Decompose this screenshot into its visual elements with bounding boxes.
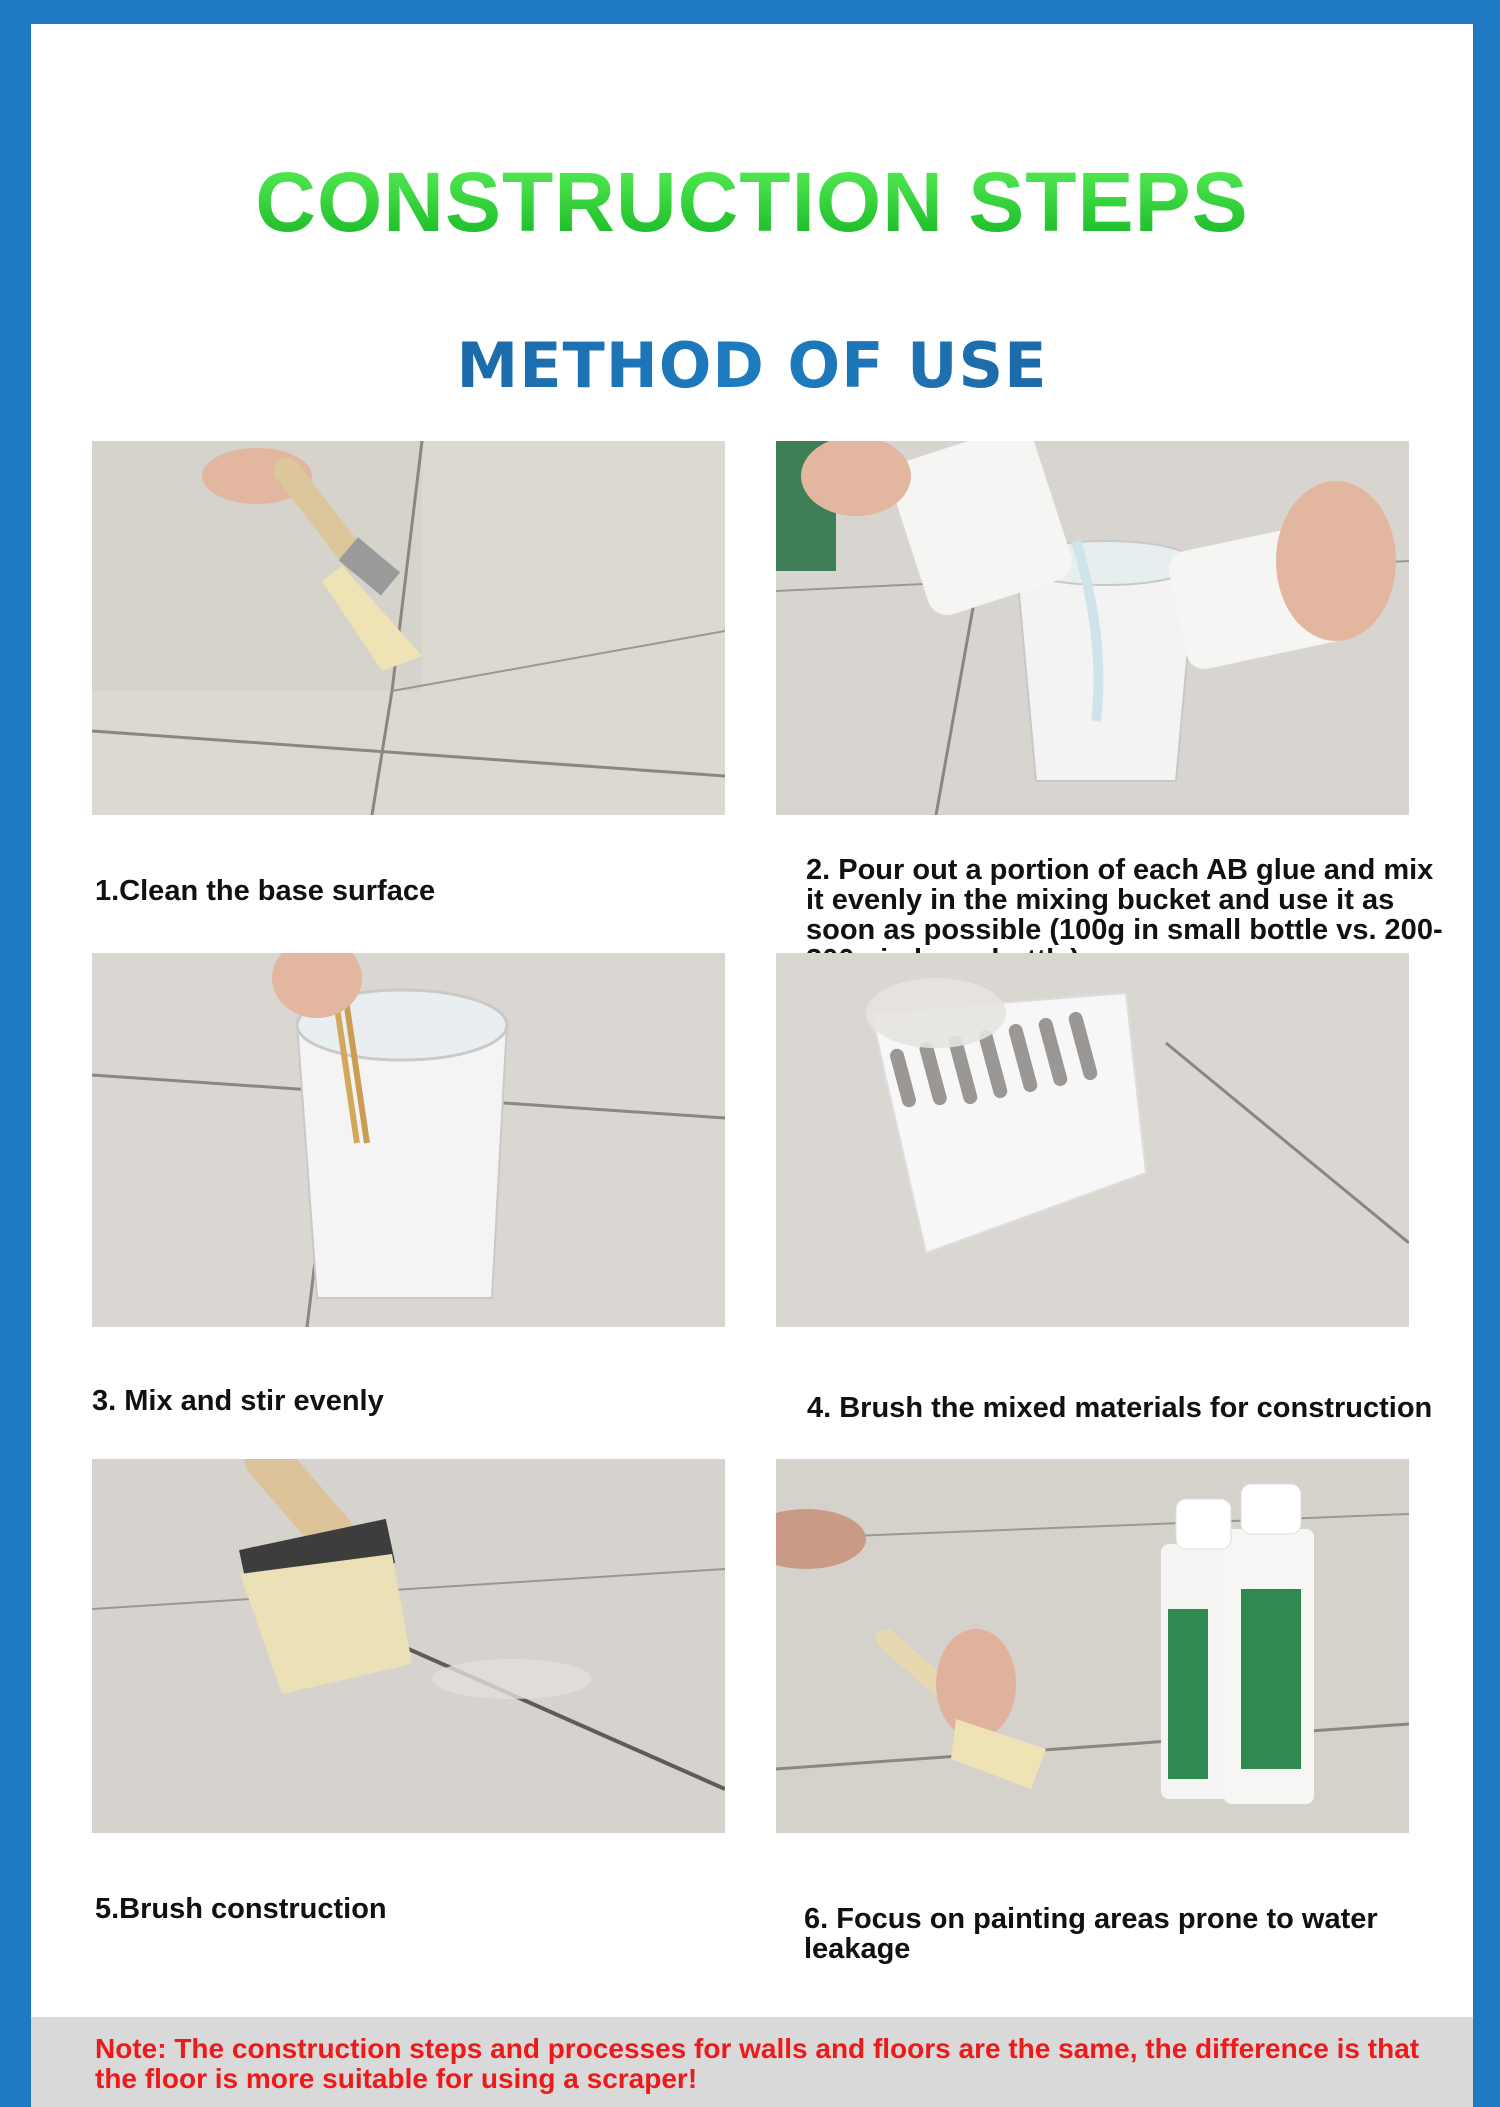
- brush-with-bottles-photo: [776, 1459, 1409, 1833]
- step-4-caption: 4. Brush the mixed materials for construction: [807, 1392, 1433, 1424]
- page-title: CONSTRUCTION STEPS: [31, 154, 1473, 251]
- stirring-bucket-photo: [92, 953, 725, 1327]
- step-1-caption: 1.Clean the base surface: [95, 875, 436, 907]
- page-panel: [31, 24, 1473, 2107]
- step-6-caption: 6. Focus on painting areas prone to water leakage: [804, 1903, 1378, 1965]
- brush-applying-photo: [92, 1459, 725, 1833]
- step-3-caption: 3. Mix and stir evenly: [92, 1385, 384, 1417]
- brush-cleaning-tile-photo: [92, 441, 725, 815]
- step-2-caption: 2. Pour out a portion of each AB glue and mix it evenly in the mixing bucket and use it as soon as possible (100g in small bottle vs. 200-: [806, 854, 1443, 946]
- step-5-caption: 5.Brush construction: [95, 1893, 387, 1925]
- scraper-spreading-photo: [776, 953, 1409, 1327]
- pouring-glue-photo: [776, 441, 1409, 815]
- note-text: Note: The construction steps and processes for walls and floors are the same, the difference is that the floor is more suitable for using a scraper!: [95, 2033, 1420, 2094]
- page-subtitle: METHOD OF USE: [31, 329, 1473, 402]
